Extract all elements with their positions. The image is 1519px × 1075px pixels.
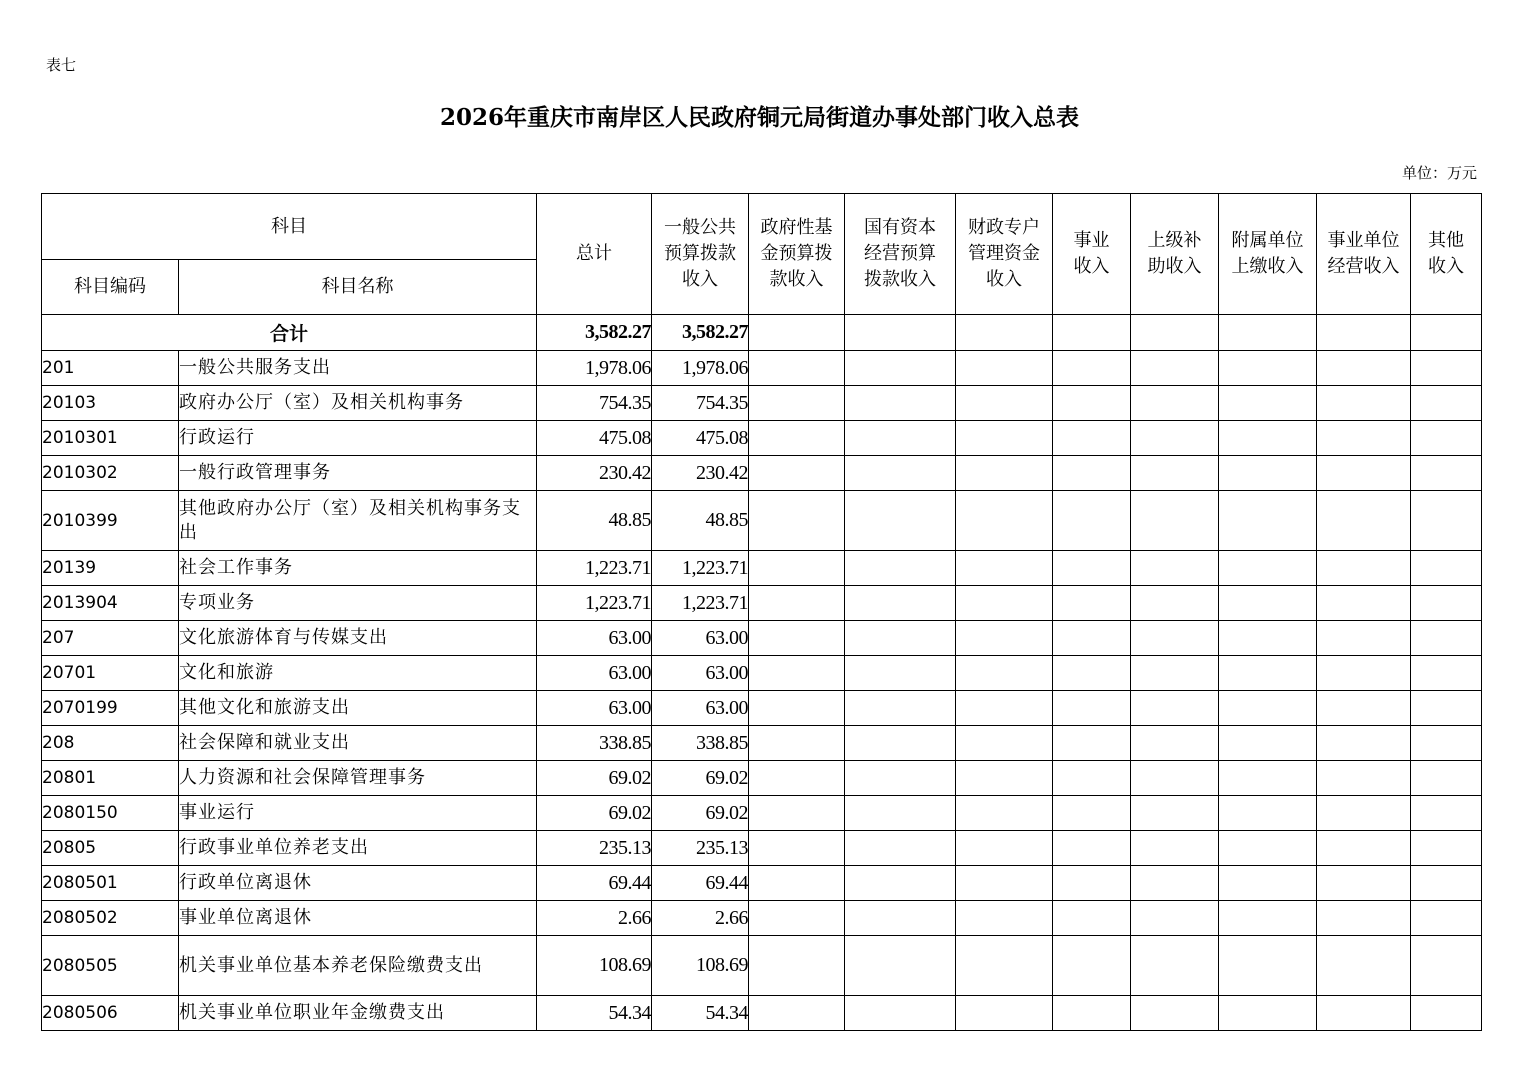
empty-amount-cell xyxy=(1317,796,1411,831)
total-amount: 108.69 xyxy=(537,936,652,996)
empty-amount-cell xyxy=(956,936,1053,996)
table-row xyxy=(42,551,1482,586)
empty-amount-cell xyxy=(1411,421,1482,456)
table-row xyxy=(42,996,1482,1031)
empty-amount-cell xyxy=(749,551,845,586)
empty-amount-cell xyxy=(1411,726,1482,761)
subject-name: 文化旅游体育与传媒支出 xyxy=(179,621,537,656)
total-amount: 63.00 xyxy=(537,621,652,656)
empty-amount-cell xyxy=(1131,386,1219,421)
empty-amount-cell xyxy=(956,586,1053,621)
subject-code: 2080506 xyxy=(42,996,179,1031)
empty-amount-cell xyxy=(749,996,845,1031)
empty-amount-cell xyxy=(1411,491,1482,551)
empty-amount-cell xyxy=(845,726,956,761)
subject-code: 207 xyxy=(42,621,179,656)
empty-amount-cell xyxy=(956,491,1053,551)
empty-amount-cell xyxy=(1131,421,1219,456)
empty-amount-cell xyxy=(1131,866,1219,901)
empty-amount-cell xyxy=(1219,621,1317,656)
table-row xyxy=(42,761,1482,796)
empty-amount-cell xyxy=(1053,996,1131,1031)
table-row xyxy=(42,456,1482,491)
table-row xyxy=(42,936,1482,996)
empty-amount-cell xyxy=(956,421,1053,456)
total-amount: 63.00 xyxy=(537,656,652,691)
empty-amount-cell xyxy=(1317,456,1411,491)
empty-amount-cell xyxy=(1131,691,1219,726)
empty-amount-cell xyxy=(1053,901,1131,936)
empty-amount-cell xyxy=(1317,936,1411,996)
subject-code: 2010399 xyxy=(42,491,179,551)
empty-amount-cell xyxy=(1411,761,1482,796)
table-row xyxy=(42,901,1482,936)
empty-amount-cell xyxy=(956,996,1053,1031)
empty-amount-cell xyxy=(749,586,845,621)
general-budget-amount: 1,223.71 xyxy=(652,586,749,621)
empty-amount-cell xyxy=(956,456,1053,491)
empty-amount-cell xyxy=(1411,996,1482,1031)
empty-amount-cell xyxy=(1317,621,1411,656)
empty-amount-cell xyxy=(1317,421,1411,456)
empty-amount-cell xyxy=(1317,656,1411,691)
empty-amount-cell xyxy=(1411,621,1482,656)
header-subject: 科目 xyxy=(42,194,537,260)
empty-amount-cell xyxy=(845,996,956,1031)
table-row xyxy=(42,586,1482,621)
page-title: 2026年重庆市南岸区人民政府铜元局街道办事处部门收入总表 xyxy=(439,104,1079,131)
table-row xyxy=(42,351,1482,386)
general-budget-amount: 54.34 xyxy=(652,996,749,1031)
general-budget-amount: 475.08 xyxy=(652,421,749,456)
empty-amount-cell xyxy=(845,621,956,656)
empty-amount-cell xyxy=(1317,831,1411,866)
table-row xyxy=(42,691,1482,726)
empty-amount-cell xyxy=(1317,586,1411,621)
total-amount: 69.44 xyxy=(537,866,652,901)
empty-amount-cell xyxy=(1219,796,1317,831)
empty-amount-cell xyxy=(1317,761,1411,796)
empty-amount-cell xyxy=(749,901,845,936)
empty-amount-cell xyxy=(845,456,956,491)
empty-amount-cell xyxy=(1411,656,1482,691)
unit-label: 单位：万元 xyxy=(1401,164,1477,182)
empty-amount-cell xyxy=(956,551,1053,586)
empty-amount-cell xyxy=(956,796,1053,831)
empty-amount-cell xyxy=(1411,691,1482,726)
table-row xyxy=(42,421,1482,456)
header-gov-fund: 政府性基 金预算拨 款收入 xyxy=(749,194,845,315)
empty-amount-cell xyxy=(1053,551,1131,586)
table-row xyxy=(42,831,1482,866)
subject-name: 机关事业单位职业年金缴费支出 xyxy=(179,996,537,1031)
empty-amount-cell xyxy=(1411,456,1482,491)
empty-amount-cell xyxy=(1131,831,1219,866)
empty-amount-cell xyxy=(1219,996,1317,1031)
empty-amount-cell xyxy=(749,936,845,996)
empty-amount-cell xyxy=(1317,386,1411,421)
total-value: 3,582.27 xyxy=(537,315,652,351)
empty-amount-cell xyxy=(845,761,956,796)
empty-amount-cell xyxy=(956,351,1053,386)
total-amount: 338.85 xyxy=(537,726,652,761)
general-budget-amount: 2.66 xyxy=(652,901,749,936)
subject-name: 社会保障和就业支出 xyxy=(179,726,537,761)
empty-amount-cell xyxy=(1053,386,1131,421)
empty-amount-cell xyxy=(1411,551,1482,586)
empty-amount-cell xyxy=(749,761,845,796)
total-amount: 48.85 xyxy=(537,491,652,551)
empty-amount-cell xyxy=(749,656,845,691)
empty-amount-cell xyxy=(845,936,956,996)
header-operation-income: 事业单位 经营收入 xyxy=(1317,194,1411,315)
subject-code: 2080501 xyxy=(42,866,179,901)
subject-code: 2010301 xyxy=(42,421,179,456)
empty-amount-cell xyxy=(1131,621,1219,656)
general-budget-amount: 108.69 xyxy=(652,936,749,996)
empty-amount-cell xyxy=(1131,901,1219,936)
empty-amount-cell xyxy=(1317,726,1411,761)
empty-amount-cell xyxy=(1219,586,1317,621)
header-subject-name: 科目名称 xyxy=(179,260,537,315)
empty-amount-cell xyxy=(1053,831,1131,866)
empty-amount-cell xyxy=(1053,796,1131,831)
empty-amount-cell xyxy=(1317,691,1411,726)
empty-amount-cell xyxy=(845,386,956,421)
empty-amount-cell xyxy=(1219,726,1317,761)
empty-amount-cell xyxy=(1053,456,1131,491)
empty-amount-cell xyxy=(749,621,845,656)
empty-amount-cell xyxy=(1219,866,1317,901)
empty-amount-cell xyxy=(1131,456,1219,491)
total-amount: 754.35 xyxy=(537,386,652,421)
subject-name: 其他政府办公厅（室）及相关机构事务支出 xyxy=(179,491,537,551)
empty-amount-cell xyxy=(1219,761,1317,796)
general-budget-amount: 48.85 xyxy=(652,491,749,551)
empty-amount-cell xyxy=(1131,491,1219,551)
empty-amount-cell xyxy=(956,386,1053,421)
empty-amount-cell xyxy=(1219,351,1317,386)
total-row xyxy=(42,315,1482,351)
table-row xyxy=(42,621,1482,656)
empty-amount-cell xyxy=(1053,656,1131,691)
table-row xyxy=(42,656,1482,691)
empty-amount-cell xyxy=(1131,996,1219,1031)
subject-name: 文化和旅游 xyxy=(179,656,537,691)
empty-amount-cell xyxy=(1053,691,1131,726)
empty-amount-cell xyxy=(1317,901,1411,936)
empty-amount-cell xyxy=(1411,796,1482,831)
general-budget-amount: 230.42 xyxy=(652,456,749,491)
empty-amount-cell xyxy=(1053,726,1131,761)
empty-amount-cell xyxy=(1053,491,1131,551)
empty-amount-cell xyxy=(1317,491,1411,551)
total-amount: 230.42 xyxy=(537,456,652,491)
empty-amount-cell xyxy=(1219,901,1317,936)
empty-amount-cell xyxy=(845,796,956,831)
empty-amount-cell xyxy=(1219,386,1317,421)
empty-amount-cell xyxy=(1411,386,1482,421)
empty-amount-cell xyxy=(749,386,845,421)
empty-amount-cell xyxy=(1219,421,1317,456)
empty-amount-cell xyxy=(1317,866,1411,901)
total-general-value: 3,582.27 xyxy=(652,315,749,351)
subject-code: 2080150 xyxy=(42,796,179,831)
empty-amount-cell xyxy=(749,796,845,831)
general-budget-amount: 63.00 xyxy=(652,621,749,656)
empty-amount-cell xyxy=(749,491,845,551)
header-total: 总计 xyxy=(537,194,652,315)
total-amount: 475.08 xyxy=(537,421,652,456)
general-budget-amount: 1,978.06 xyxy=(652,351,749,386)
empty-amount-cell xyxy=(1131,586,1219,621)
total-amount: 63.00 xyxy=(537,691,652,726)
total-amount: 69.02 xyxy=(537,796,652,831)
income-summary-table xyxy=(41,193,1482,1031)
empty-amount-cell xyxy=(1317,996,1411,1031)
empty-amount-cell xyxy=(956,866,1053,901)
total-amount: 235.13 xyxy=(537,831,652,866)
header-other-income: 其他 收入 xyxy=(1411,194,1482,315)
subject-code: 2070199 xyxy=(42,691,179,726)
empty-amount-cell xyxy=(956,621,1053,656)
empty-amount-cell xyxy=(1411,866,1482,901)
empty-amount-cell xyxy=(1053,621,1131,656)
empty-amount-cell xyxy=(1053,586,1131,621)
empty-amount-cell xyxy=(1219,491,1317,551)
empty-amount-cell xyxy=(1131,351,1219,386)
empty-amount-cell xyxy=(956,656,1053,691)
empty-amount-cell xyxy=(956,691,1053,726)
subject-code: 2013904 xyxy=(42,586,179,621)
empty-amount-cell xyxy=(845,491,956,551)
subject-name: 一般行政管理事务 xyxy=(179,456,537,491)
empty-amount-cell xyxy=(1131,761,1219,796)
subject-code: 201 xyxy=(42,351,179,386)
header-affiliated-units: 附属单位 上缴收入 xyxy=(1219,194,1317,315)
empty-amount-cell xyxy=(845,656,956,691)
general-budget-amount: 69.02 xyxy=(652,761,749,796)
subject-code: 2080505 xyxy=(42,936,179,996)
general-budget-amount: 69.44 xyxy=(652,866,749,901)
empty-amount-cell xyxy=(749,421,845,456)
empty-amount-cell xyxy=(1053,936,1131,996)
empty-amount-cell xyxy=(956,761,1053,796)
subject-name: 机关事业单位基本养老保险缴费支出 xyxy=(179,936,537,996)
empty-amount-cell xyxy=(1053,866,1131,901)
empty-amount-cell xyxy=(845,421,956,456)
subject-name: 人力资源和社会保障管理事务 xyxy=(179,761,537,796)
header-subject-code: 科目编码 xyxy=(42,260,179,315)
subject-code: 20801 xyxy=(42,761,179,796)
subject-name: 其他文化和旅游支出 xyxy=(179,691,537,726)
total-amount: 1,223.71 xyxy=(537,551,652,586)
subject-code: 2010302 xyxy=(42,456,179,491)
subject-name: 政府办公厅（室）及相关机构事务 xyxy=(179,386,537,421)
subject-code: 208 xyxy=(42,726,179,761)
empty-amount-cell xyxy=(1219,456,1317,491)
empty-amount-cell xyxy=(1411,901,1482,936)
total-amount: 54.34 xyxy=(537,996,652,1031)
empty-amount-cell xyxy=(956,831,1053,866)
empty-amount-cell xyxy=(1317,351,1411,386)
empty-amount-cell xyxy=(1053,421,1131,456)
subject-code: 20701 xyxy=(42,656,179,691)
empty-amount-cell xyxy=(956,901,1053,936)
table-row xyxy=(42,796,1482,831)
total-amount: 2.66 xyxy=(537,901,652,936)
empty-amount-cell xyxy=(1131,796,1219,831)
empty-amount-cell xyxy=(1219,691,1317,726)
general-budget-amount: 338.85 xyxy=(652,726,749,761)
subject-name: 一般公共服务支出 xyxy=(179,351,537,386)
table-number: 表七 xyxy=(46,56,77,74)
header-state-capital: 国有资本 经营预算 拨款收入 xyxy=(845,194,956,315)
empty-amount-cell xyxy=(845,586,956,621)
subject-name: 行政事业单位养老支出 xyxy=(179,831,537,866)
subject-name: 事业运行 xyxy=(179,796,537,831)
empty-amount-cell xyxy=(1411,351,1482,386)
empty-amount-cell xyxy=(1219,831,1317,866)
empty-amount-cell xyxy=(1053,351,1131,386)
empty-amount-cell xyxy=(956,726,1053,761)
empty-amount-cell xyxy=(749,831,845,866)
empty-amount-cell xyxy=(845,351,956,386)
table-row xyxy=(42,726,1482,761)
subject-code: 20139 xyxy=(42,551,179,586)
table-row xyxy=(42,386,1482,421)
general-budget-amount: 1,223.71 xyxy=(652,551,749,586)
header-business-income: 事业 收入 xyxy=(1053,194,1131,315)
general-budget-amount: 63.00 xyxy=(652,656,749,691)
table-row xyxy=(42,491,1482,551)
total-amount: 1,223.71 xyxy=(537,586,652,621)
empty-amount-cell xyxy=(749,456,845,491)
empty-amount-cell xyxy=(749,866,845,901)
empty-amount-cell xyxy=(845,831,956,866)
header-general-budget: 一般公共 预算拨款 收入 xyxy=(652,194,749,315)
empty-amount-cell xyxy=(1411,586,1482,621)
header-fiscal-special: 财政专户 管理资金 收入 xyxy=(956,194,1053,315)
subject-code: 20805 xyxy=(42,831,179,866)
header-superior-subsidy: 上级补 助收入 xyxy=(1131,194,1219,315)
empty-amount-cell xyxy=(845,691,956,726)
general-budget-amount: 69.02 xyxy=(652,796,749,831)
empty-amount-cell xyxy=(1219,551,1317,586)
subject-name: 社会工作事务 xyxy=(179,551,537,586)
empty-amount-cell xyxy=(1317,551,1411,586)
total-amount: 1,978.06 xyxy=(537,351,652,386)
subject-name: 行政单位离退休 xyxy=(179,866,537,901)
empty-amount-cell xyxy=(1411,936,1482,996)
subject-name: 专项业务 xyxy=(179,586,537,621)
general-budget-amount: 754.35 xyxy=(652,386,749,421)
empty-amount-cell xyxy=(1053,761,1131,796)
table-row xyxy=(42,866,1482,901)
empty-amount-cell xyxy=(845,901,956,936)
total-label: 合计 xyxy=(42,315,537,351)
empty-amount-cell xyxy=(749,726,845,761)
subject-name: 行政运行 xyxy=(179,421,537,456)
subject-name: 事业单位离退休 xyxy=(179,901,537,936)
general-budget-amount: 235.13 xyxy=(652,831,749,866)
empty-amount-cell xyxy=(1131,551,1219,586)
empty-amount-cell xyxy=(1219,656,1317,691)
empty-amount-cell xyxy=(749,351,845,386)
total-amount: 69.02 xyxy=(537,761,652,796)
empty-amount-cell xyxy=(1131,726,1219,761)
subject-code: 2080502 xyxy=(42,901,179,936)
subject-code: 20103 xyxy=(42,386,179,421)
empty-amount-cell xyxy=(1411,831,1482,866)
empty-amount-cell xyxy=(845,551,956,586)
empty-amount-cell xyxy=(845,866,956,901)
empty-amount-cell xyxy=(1219,936,1317,996)
empty-amount-cell xyxy=(749,691,845,726)
general-budget-amount: 63.00 xyxy=(652,691,749,726)
empty-amount-cell xyxy=(1131,936,1219,996)
empty-amount-cell xyxy=(1131,656,1219,691)
